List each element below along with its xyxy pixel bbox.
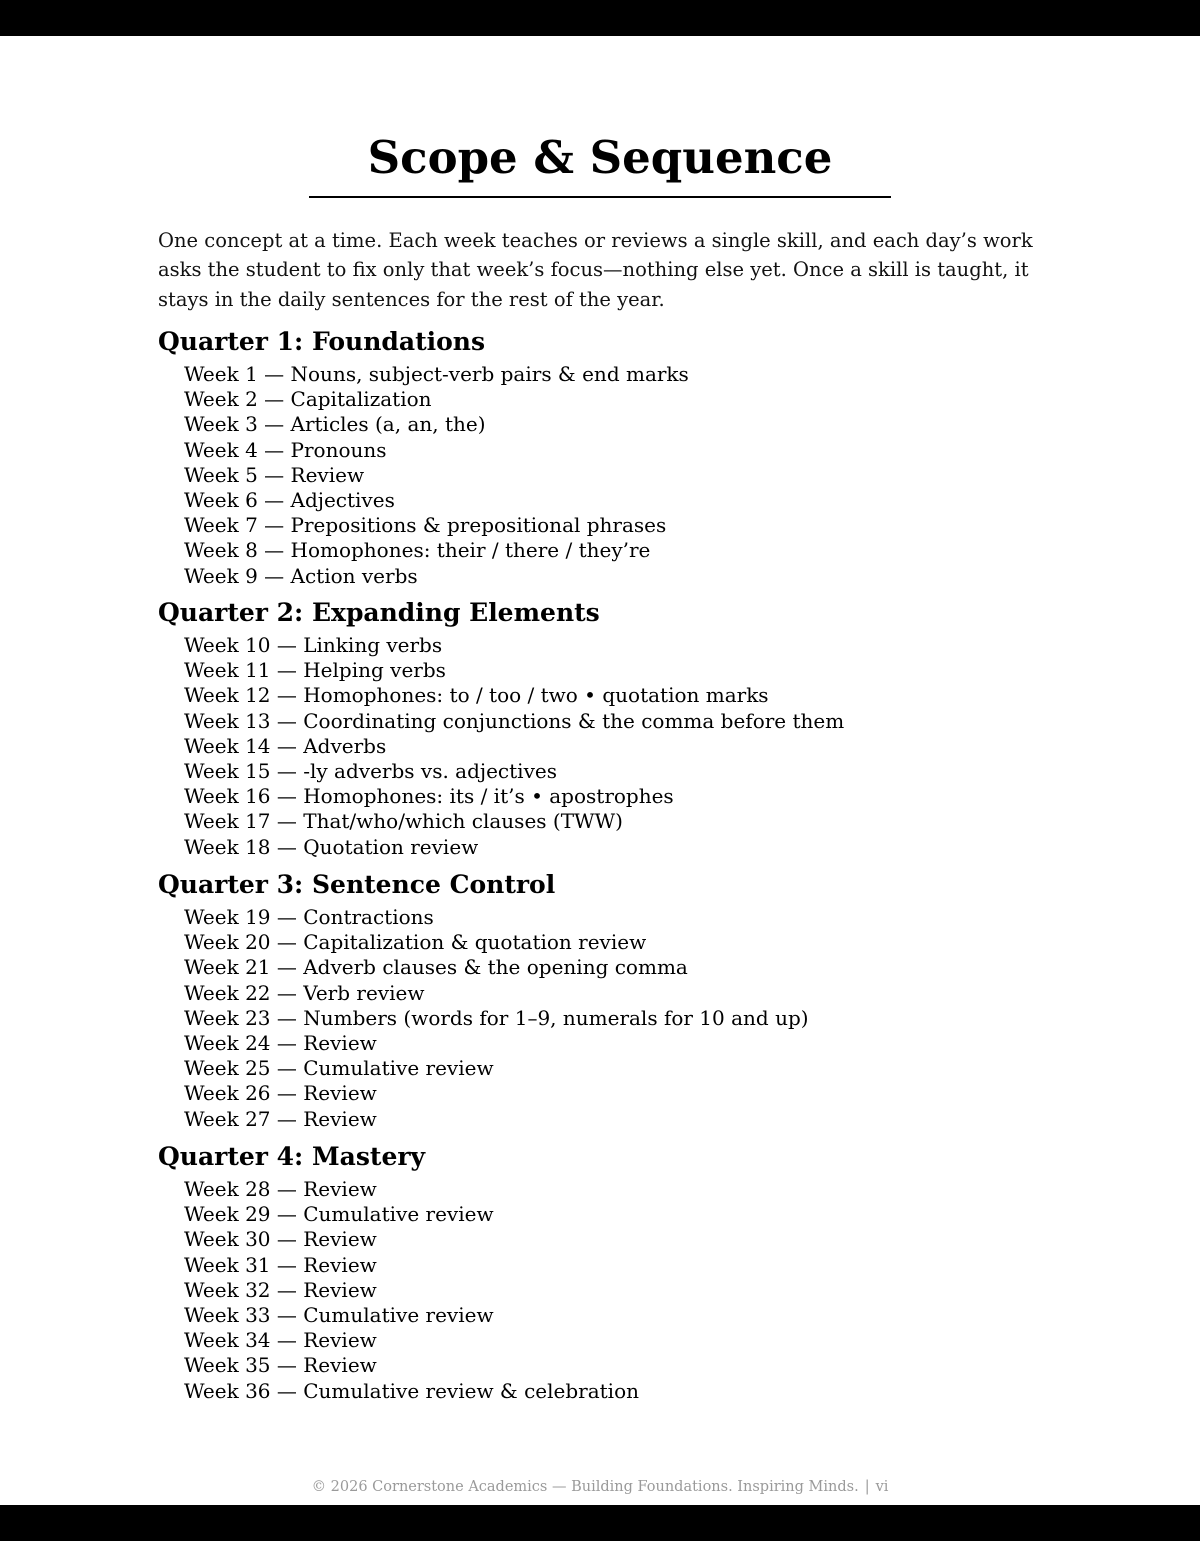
week-item: Week 35 — Review (184, 1353, 377, 1378)
week-item: Week 29 — Cumulative review (184, 1202, 494, 1227)
week-item: Week 31 — Review (184, 1252, 377, 1277)
week-item: Week 1 — Nouns, subject-verb pairs & end marks (184, 362, 689, 386)
quarter-4-week-list (184, 1177, 639, 1404)
week-item: Week 18 — Quotation review (184, 834, 479, 859)
page-footer (0, 1478, 1200, 1496)
week-item: Week 9 — Action verbs (184, 563, 418, 588)
week-item: Week 7 — Prepositions & prepositional phrases (184, 513, 667, 538)
week-item: Week 17 — That/who/which clauses (TWW) (184, 809, 623, 834)
footer-page-number: vi (875, 1479, 889, 1495)
week-item: Week 22 — Verb review (184, 980, 425, 1005)
week-item: Week 20 — Capitalization & quotation review (184, 930, 647, 955)
week-item: Week 12 — Homophones: to / too / two • quotation marks (184, 683, 769, 708)
quarter-1-week-list (184, 362, 689, 589)
week-item: Week 14 — Adverbs (184, 733, 387, 758)
week-item: Week 6 — Adjectives (184, 487, 395, 512)
page-title: Scope & Sequence (367, 131, 833, 184)
week-item: Week 28 — Review (184, 1177, 377, 1201)
intro-paragraph: One concept at a time. Each week teaches or reviews a single skill, and each day’s work asks the student to fix only that week’s focus—nothing else yet. Once a skill is taught, it stays in the daily sentences for the rest of the year. (158, 229, 1033, 311)
week-item: Week 11 — Helping verbs (184, 658, 446, 683)
week-item: Week 10 — Linking verbs (184, 633, 443, 657)
week-item: Week 27 — Review (184, 1106, 377, 1131)
week-item: Week 3 — Articles (a, an, the) (184, 412, 486, 437)
week-item: Week 2 — Capitalization (184, 387, 432, 412)
week-item: Week 34 — Review (184, 1328, 377, 1353)
footer-separator: | (864, 1479, 870, 1495)
week-item: Week 36 — Cumulative review & celebration (184, 1378, 639, 1403)
quarter-3-week-list (184, 905, 809, 1132)
quarter-3-heading: Quarter 3: Sentence Control (158, 870, 556, 899)
quarter-1-heading: Quarter 1: Foundations (158, 327, 486, 356)
week-item: Week 25 — Cumulative review (184, 1056, 494, 1081)
quarter-4-heading: Quarter 4: Mastery (158, 1142, 426, 1171)
document-page (0, 36, 1200, 1505)
title-underline (309, 196, 891, 198)
week-item: Week 30 — Review (184, 1227, 377, 1252)
quarter-2-heading: Quarter 2: Expanding Elements (158, 598, 600, 627)
week-item: Week 24 — Review (184, 1030, 377, 1055)
week-item: Week 8 — Homophones: their / there / they’re (184, 538, 651, 563)
week-item: Week 16 — Homophones: its / it’s • apostrophes (184, 784, 674, 809)
week-item: Week 23 — Numbers (words for 1–9, numerals for 10 and up) (184, 1005, 809, 1030)
week-item: Week 13 — Coordinating conjunctions & the comma before them (184, 708, 845, 733)
week-item: Week 15 — -ly adverbs vs. adjectives (184, 758, 557, 783)
quarter-2-week-list (184, 633, 844, 860)
week-item: Week 26 — Review (184, 1081, 377, 1106)
week-item: Week 5 — Review (184, 462, 365, 487)
footer-copyright: © 2026 Cornerstone Academics — Building Foundations. Inspiring Minds. (311, 1479, 859, 1495)
week-item: Week 4 — Pronouns (184, 437, 387, 462)
week-item: Week 21 — Adverb clauses & the opening comma (184, 955, 688, 980)
week-item: Week 19 — Contractions (184, 905, 434, 929)
week-item: Week 32 — Review (184, 1277, 377, 1302)
week-item: Week 33 — Cumulative review (184, 1302, 494, 1327)
